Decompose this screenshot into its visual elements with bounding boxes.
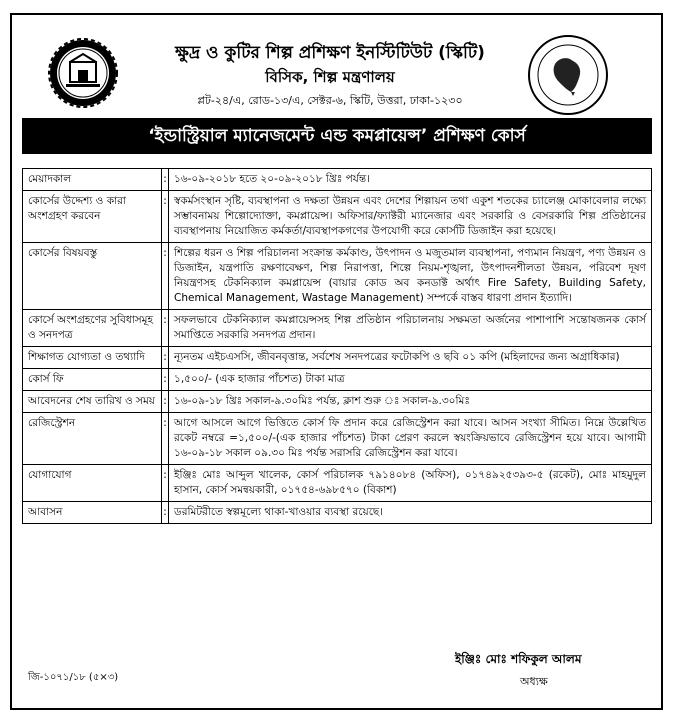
row-label: রেজিস্ট্রেশন xyxy=(23,413,162,465)
top-cut-border xyxy=(0,0,675,8)
row-label: আবাসন xyxy=(23,502,162,524)
row-label: কোর্সের বিষয়বস্তু xyxy=(23,243,162,310)
org-address: প্লট-২৪/এ, রোড-১৩/এ, সেক্টর-৬, স্কিটি, উত্তরা, ঢাকা-১২৩০ xyxy=(197,94,463,107)
table-row xyxy=(23,502,652,524)
row-colon: : xyxy=(162,502,169,524)
table-row xyxy=(23,169,652,191)
row-colon: : xyxy=(162,243,169,310)
row-value: আগে আসলে আগে ভিত্তিতে কোর্স ফি প্রদান করে রেজিস্ট্রেশন করা যাবে। আসন সংখ্যা সীমিত। নিম্নে উল্লেখিত রকেট নম্বরে =১,৫০০/-(এক হাজার পাঁচশত) টাকা প্রেরণ করলে স্বয়ংক্রিয়ভাবে রেজিস্ট্রেশন হয়ে যাবে। আগামী ১৬-০৯-১৮ সকাল ০৯.৩০ মিঃ পর্যন্ত সরাসরি রেজিস্ট্রেশন করা যাবে। xyxy=(169,413,652,465)
row-value: শিল্পের ধরন ও শিল্প পরিচালনা সংক্রান্ত কর্মকাণ্ড, উৎপাদন ও মজুতমাল ব্যবস্থাপনা, পণ্যমান নিয়ন্ত্রণ, পণ্য উন্নয়ন ও ডিজাইন, যন্ত্রপাতি রক্ষণাবেক্ষণ, শিল্প নিরাপত্তা, শিল্পে নিয়ম-শৃঙ্খলা, উৎপাদনশীলতা উন্নয়ন, পরিবেশ দূষণ নিয়ন্ত্রণসহ টেকনিক্যাল কমপ্লায়েন্স (বায়ার কোড অব কনডাক্ট অর্থাৎ Fire Safety, Building Safety, Chemical Management, Wastage Management) সম্পর্কে বাস্তব ধারণা প্রদান ইত্যাদি। xyxy=(169,243,652,310)
reference-code: জি-১০৭১/১৮ (৫×৩) xyxy=(28,672,119,683)
row-colon: : xyxy=(162,169,169,191)
row-value: সফলভাবে টেকনিক্যাল কমপ্লায়েন্সসহ শিল্প প্রতিষ্ঠান পরিচালনায় সক্ষমতা অর্জনের পাশাপাশি সন্তোষজনক কোর্স সমাপ্তিতে সরকারি সনদপত্র প্রদান। xyxy=(169,310,652,347)
course-info-table xyxy=(22,168,652,524)
row-label: শিক্ষাগত যোগ্যতা ও তথ্যাদি xyxy=(23,347,162,369)
row-value: ১৬-০৯-২০১৮ হতে ২০-০৯-২০১৮ খ্রিঃ পর্যন্ত। xyxy=(169,169,652,191)
table-row xyxy=(23,347,652,369)
row-label: কোর্স ফি xyxy=(23,369,162,391)
table-row xyxy=(23,465,652,502)
row-colon: : xyxy=(162,347,169,369)
row-value: ইঞ্জিঃ মোঃ আব্দুল খালেক, কোর্স পরিচালক ৭৯১৪০৮৪ (অফিস), ০১৭৪৯২৫৩৯৩-৫ (রকেট), মোঃ মাহমুদুল হাসান, কোর্স সমন্বয়কারী, ০১৭৫৪-৬৯৮৫৭০ (বিকাশ) xyxy=(169,465,652,502)
ministry-name: বিসিক, শিল্প মন্ত্রণালয় xyxy=(265,68,395,86)
row-colon: : xyxy=(162,391,169,413)
row-value: ১৬-০৯-১৮ খ্রিঃ সকাল-৯.৩০মিঃ পর্যন্ত, ক্লাশ শুরু ঃ সকাল-৯.৩০মিঃ xyxy=(169,391,652,413)
row-colon: : xyxy=(162,369,169,391)
row-value: ১,৫০০/- (এক হাজার পাঁচশত) টাকা মাত্র xyxy=(169,369,652,391)
course-title-banner: ‘ইন্ডাস্ট্রিয়াল ম্যানেজমেন্ট এন্ড কমপ্লায়েন্স’ প্রশিক্ষণ কোর্স xyxy=(22,118,652,154)
signatory-title: অধ্যক্ষ xyxy=(520,675,548,688)
row-colon: : xyxy=(162,191,169,243)
table-row xyxy=(23,369,652,391)
row-label: কোর্সে অংশগ্রহণের সুবিধাসমূহ ও সনদপত্র xyxy=(23,310,162,347)
org-name: ক্ষুদ্র ও কুটির শিল্প প্রশিক্ষণ ইনস্টিটিউট (স্কিটি) xyxy=(175,43,485,63)
table-row xyxy=(23,413,652,465)
row-label: যোগাযোগ xyxy=(23,465,162,502)
row-label: মেয়াদকাল xyxy=(23,169,162,191)
bangladesh-govt-seal-icon xyxy=(527,34,609,116)
table-row xyxy=(23,310,652,347)
row-colon: : xyxy=(162,310,169,347)
row-value: ন্যূনতম এইচএসসি, জীবনবৃত্তান্ত, সর্বশেষ সনদপত্রের ফটোকপি ও ছবি ০১ কপি (মহিলাদের জন্য অগ্রাধিকার) xyxy=(169,347,652,369)
row-colon: : xyxy=(162,413,169,465)
row-label: আবেদনের শেষ তারিখ ও সময় xyxy=(23,391,162,413)
signatory-name: ইঞ্জিঃ মোঃ শফিকুল আলম xyxy=(455,652,582,666)
table-row xyxy=(23,191,652,243)
row-value: ডরমিটরীতে স্বল্পমূল্যে থাকা-খাওয়ার ব্যবস্থা রয়েছে। xyxy=(169,502,652,524)
row-label: কোর্সের উদ্দেশ্য ও কারা অংশগ্রহণ করবেন xyxy=(23,191,162,243)
table-row xyxy=(23,391,652,413)
row-value: স্বকর্মসংস্থান সৃষ্টি, ব্যবস্থাপনা ও দক্ষতা উন্নয়ন এবং দেশের শিল্পায়ন তথা একুশ শতকের চ্যালেঞ্জ মোকাবেলার লক্ষ্যে সম্ভাবনাময় শিল্পোদ্যোক্তা, কমপ্লায়েন্স। অফিসার/ফ্যাক্টরী ম্যানেজার এবং সরকারি ও বেসরকারি শিল্প প্রতিষ্ঠানের ব্যবস্থাপনায় নিয়োজিত কর্মকর্তা/ব্যবস্থাপকগণের উপযোগী করে কোর্সটি ডিজাইন করা হয়েছে। xyxy=(169,191,652,243)
row-colon: : xyxy=(162,465,169,502)
bscic-emblem-icon xyxy=(48,38,118,108)
table-row xyxy=(23,243,652,310)
